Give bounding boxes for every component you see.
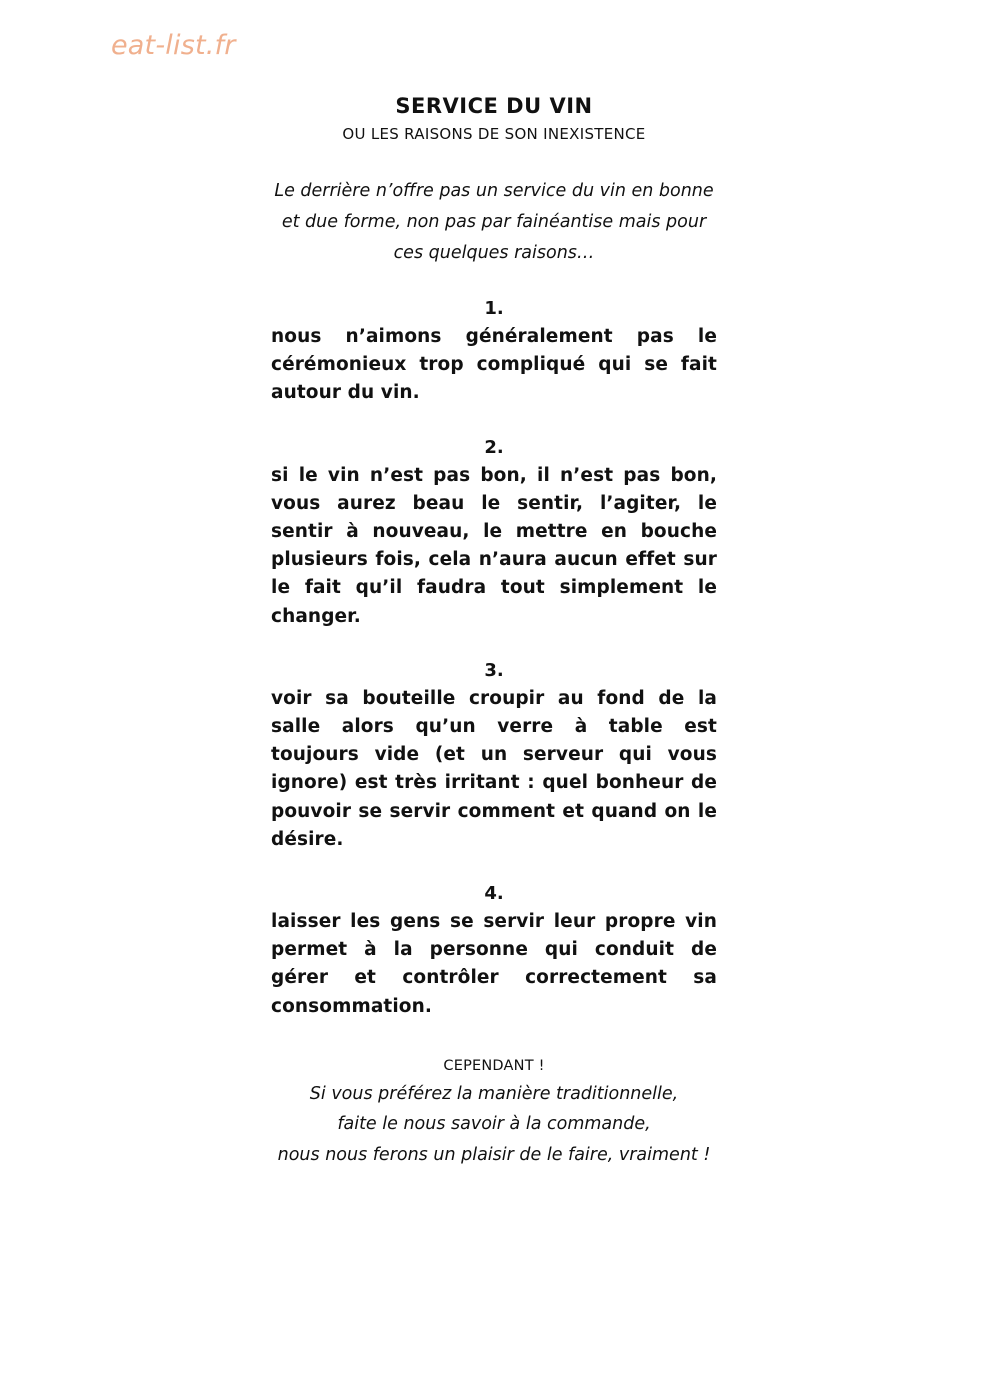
page-title: SERVICE DU VIN [395,94,593,118]
reason-2 [271,434,717,631]
reason-text: nous n’aimons généralement pas le cérémonieux trop compliqué qui se fait autour du vin. [271,326,717,404]
reason-4 [271,880,717,1021]
reason-number: 2. [484,436,504,458]
reason-number: 1. [484,298,504,319]
intro-text: Le derrière n’offre pas un service du vin en bonne et due forme, non pas par fainéantise mais pour ces quelques raisons… [274,181,714,263]
closing-heading: CEPENDANT ! [443,1057,545,1074]
reason-text: voir sa bouteille croupir au fond de la salle alors qu’un verre à table est toujours vide (et un serveur qui vous ignore) est très irritant : quel bonheur de pouvoir se servir comment et quand on le désire. [271,687,717,850]
closing-line: Si vous préférez la manière traditionnelle, [309,1083,679,1104]
closing-line: nous nous ferons un plaisir de le faire, vraiment ! [277,1144,711,1165]
menu-page [271,90,717,1170]
closing-text [271,1079,717,1171]
reason-number: 4. [484,883,504,905]
closing-line: faite le nous savoir à la commande, [337,1114,651,1135]
reason-number: 3. [484,659,504,681]
reason-text: laisser les gens se servir leur propre vin permet à la personne qui conduit de gérer et contrôler correctement sa consommation. [271,911,717,1017]
reason-1 [271,295,717,408]
reason-3 [271,657,717,854]
page-subtitle: OU LES RAISONS DE SON INEXISTENCE [342,125,646,143]
reason-text: si le vin n’est pas bon, il n’est pas bon, vous aurez beau le sentir, l’agiter, le sentir à nouveau, le mettre en bouche plusieurs fois, cela n’aura aucun effet sur le fait qu’il faudra tout simplement le changer. [271,464,717,627]
watermark-logo: eat-list.fr [111,30,236,61]
